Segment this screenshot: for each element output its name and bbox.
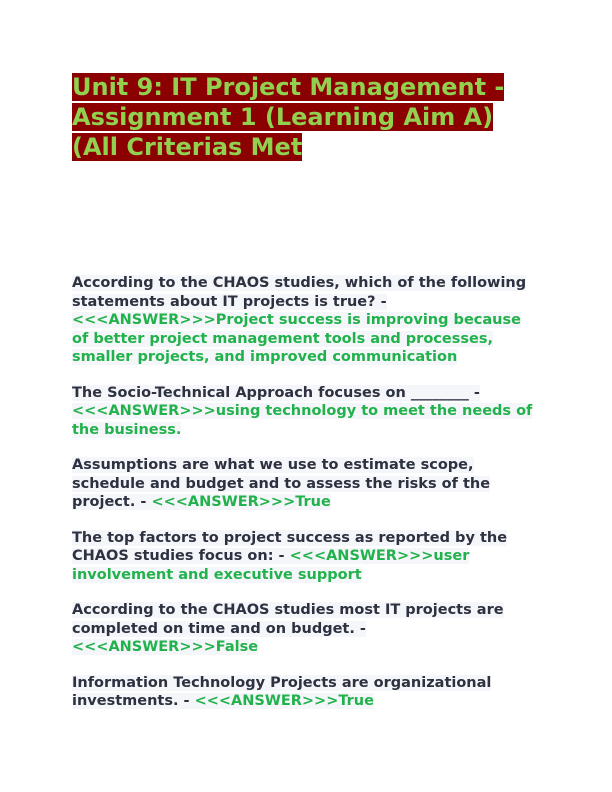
qa-list <box>72 274 540 728</box>
question-text: Assumptions are what we use to estimate scope, schedule and budget and to assess the risks of the project. - <box>72 457 491 510</box>
qa-item <box>72 601 540 657</box>
question-text: Information Technology Projects are organizational investments. - <box>72 674 492 709</box>
qa-item <box>72 384 540 440</box>
question-text: The top factors to project success as reported by the CHAOS studies focus on: - <box>72 529 508 564</box>
qa-item <box>72 456 540 512</box>
answer-text: <<<ANSWER>>>using technology to meet the needs of the business. <box>72 403 533 438</box>
answer-text: <<<ANSWER>>>user involvement and executive support <box>72 548 470 583</box>
answer-text: <<<ANSWER>>>True <box>194 693 374 709</box>
qa-item <box>72 529 540 585</box>
document-title-text: Unit 9: IT Project Management - Assignment 1 (Learning Aim A) (All Criterias Met <box>72 73 505 161</box>
answer-text: <<<ANSWER>>>False <box>72 639 259 655</box>
document-title <box>72 72 542 162</box>
question-text: The Socio-Technical Approach focuses on ________ - <box>72 384 480 401</box>
answer-text: <<<ANSWER>>>True <box>151 494 331 510</box>
qa-item <box>72 674 540 711</box>
answer-text: <<<ANSWER>>>Project success is improving because of better project management tools and processes, smaller projects, and improved communication <box>72 312 521 365</box>
question-text: According to the CHAOS studies most IT projects are completed on time and on budget. - <box>72 602 504 637</box>
question-text: According to the CHAOS studies, which of the following statements about IT projects is true? - <box>72 275 527 310</box>
qa-item <box>72 274 540 367</box>
